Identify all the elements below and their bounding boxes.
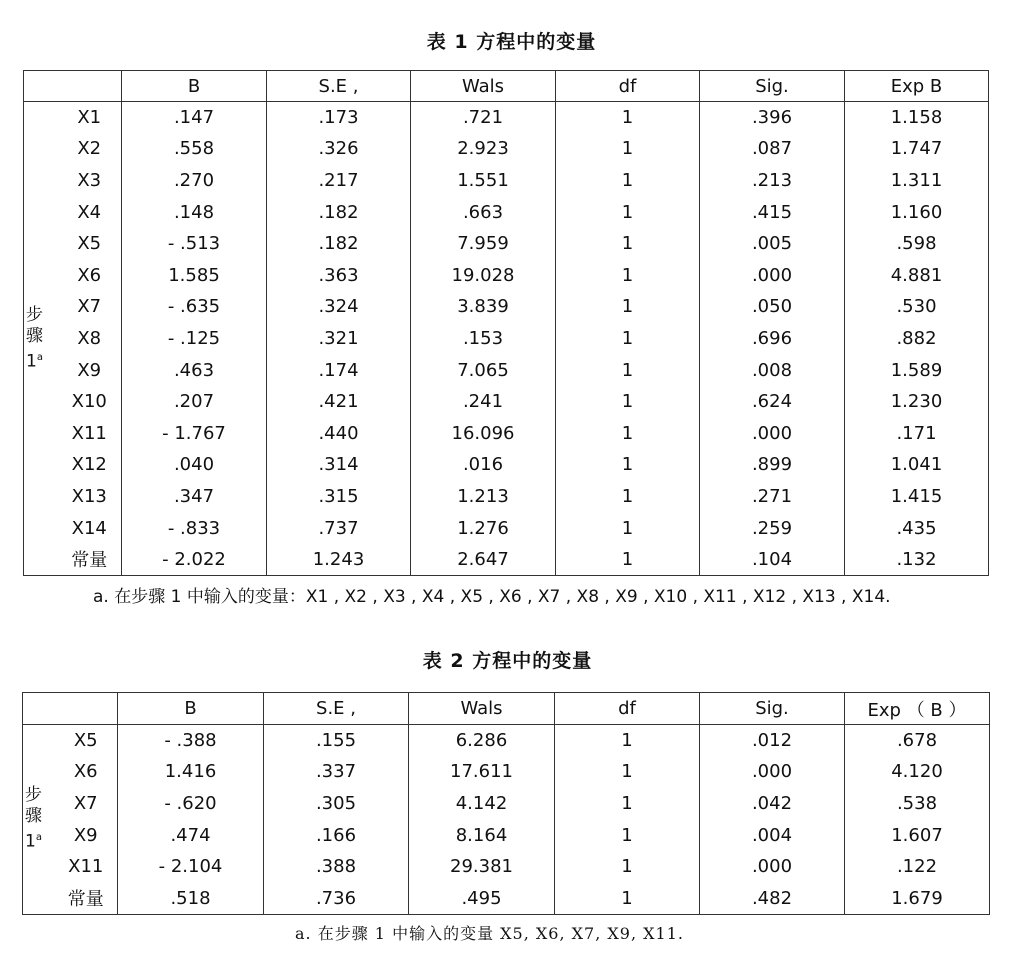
cell-sig: .000 [700, 417, 845, 449]
cell-se: .321 [267, 323, 411, 355]
header-variable [55, 693, 118, 725]
cell-b: - .388 [118, 725, 264, 757]
cell-df: 1 [555, 725, 700, 757]
cell-df: 1 [556, 323, 700, 355]
cell-expb: .122 [845, 851, 990, 883]
table-row [24, 165, 989, 197]
variable-name: X4 [77, 201, 102, 223]
variable-name: X12 [71, 454, 107, 476]
step-label-char: 步 [25, 785, 42, 806]
cell-df: 1 [555, 819, 700, 851]
cell-se: .166 [264, 819, 409, 851]
variable-name: X13 [71, 485, 107, 507]
cell-expb: .435 [845, 512, 989, 544]
table2 [22, 692, 990, 915]
variable-name: X6 [73, 761, 98, 783]
cell-wals: 1.276 [411, 512, 556, 544]
cell-wals: 1.213 [411, 481, 556, 513]
cell-se: .182 [267, 228, 411, 260]
table-row [23, 882, 990, 914]
cell-se: 1.243 [267, 544, 411, 576]
header-wals: Wals [411, 71, 556, 102]
cell-df: 1 [555, 851, 700, 883]
cell-expb: 1.158 [845, 102, 989, 134]
cell-expb: 1.607 [845, 819, 990, 851]
cell-expb: 4.120 [845, 756, 990, 788]
cell-df: 1 [556, 291, 700, 323]
cell-b: .207 [122, 386, 267, 418]
cell-sig: .271 [700, 481, 845, 513]
header-sig: Sig. [700, 71, 845, 102]
cell-se: .305 [264, 788, 409, 820]
header-corner [23, 693, 55, 725]
cell-wals: .153 [411, 323, 556, 355]
variable-name: 常量 [67, 889, 104, 911]
header-expb: Exp （ B ） [845, 693, 990, 725]
variable-name: X7 [77, 296, 102, 318]
table-row [23, 819, 990, 851]
cell-expb: .538 [845, 788, 990, 820]
table-row [24, 512, 989, 544]
step-label-char: 骤 [26, 325, 43, 346]
cell-b: 1.585 [122, 259, 267, 291]
table1-footnote: a. 在步骤 1 中输入的变量：X1 , X2 , X3 , X4 , X5 , X6 , X7 , X8 , X9 , X10 , X11 , X12 , X13 , X14. [93, 587, 891, 607]
cell-b: - 2.104 [118, 851, 264, 883]
cell-expb: 1.679 [845, 882, 990, 914]
variable-name: X1 [77, 107, 102, 129]
cell-b: .147 [122, 102, 267, 134]
table-row [24, 291, 989, 323]
variable-name: X11 [71, 422, 107, 444]
cell-df: 1 [556, 228, 700, 260]
cell-b: .148 [122, 196, 267, 228]
table2-body [23, 725, 990, 915]
cell-wals: .721 [411, 102, 556, 134]
variable-name: X5 [73, 730, 98, 752]
variable-name: X7 [73, 792, 98, 814]
cell-wals: 29.381 [409, 851, 555, 883]
cell-se: .217 [267, 165, 411, 197]
variable-name: X5 [77, 233, 102, 255]
cell-se: .737 [267, 512, 411, 544]
cell-expb: 1.589 [845, 354, 989, 386]
cell-se: .174 [267, 354, 411, 386]
cell-wals: 16.096 [411, 417, 556, 449]
cell-b: .463 [122, 354, 267, 386]
cell-expb: .678 [845, 725, 990, 757]
cell-sig: .000 [700, 851, 845, 883]
cell-sig: .415 [700, 196, 845, 228]
cell-wals: 1.551 [411, 165, 556, 197]
cell-sig: .104 [700, 544, 845, 576]
cell-b: .347 [122, 481, 267, 513]
variable-name: X3 [77, 169, 102, 191]
cell-sig: .000 [700, 259, 845, 291]
cell-b: .270 [122, 165, 267, 197]
table-row [24, 228, 989, 260]
cell-se: .440 [267, 417, 411, 449]
cell-sig: .624 [700, 386, 845, 418]
cell-df: 1 [556, 133, 700, 165]
variable-name: X9 [77, 359, 102, 381]
step-footnote-marker: a [36, 351, 43, 363]
cell-sig: .482 [700, 882, 845, 914]
cell-expb: 1.311 [845, 165, 989, 197]
cell-b: - .833 [122, 512, 267, 544]
table-row [24, 544, 989, 576]
cell-se: .337 [264, 756, 409, 788]
cell-sig: .005 [700, 228, 845, 260]
table2-title: 表 2 方程中的变量 [422, 650, 593, 672]
table-row [24, 102, 989, 134]
cell-expb: 1.160 [845, 196, 989, 228]
cell-df: 1 [556, 449, 700, 481]
table1-header-row [24, 71, 989, 102]
cell-b: .518 [118, 882, 264, 914]
cell-b: - .125 [122, 323, 267, 355]
header-df: df [556, 71, 700, 102]
table-row [24, 449, 989, 481]
step-label-char: 1 [26, 351, 37, 372]
step-label-char: 步 [26, 304, 43, 325]
cell-sig: .087 [700, 133, 845, 165]
header-variable [58, 71, 122, 102]
header-sig: Sig. [700, 693, 845, 725]
table-row [24, 386, 989, 418]
step-label-char: 骤 [25, 806, 42, 827]
cell-wals: 2.647 [411, 544, 556, 576]
cell-b: .474 [118, 819, 264, 851]
header-df: df [555, 693, 700, 725]
cell-expb: 1.041 [845, 449, 989, 481]
cell-se: .421 [267, 386, 411, 418]
cell-expb: 4.881 [845, 259, 989, 291]
cell-wals: .495 [409, 882, 555, 914]
step-footnote-marker: a [35, 832, 42, 844]
cell-se: .326 [267, 133, 411, 165]
table1-body [24, 102, 989, 576]
table1-title: 表 1 方程中的变量 [426, 31, 597, 53]
cell-expb: 1.230 [845, 386, 989, 418]
cell-df: 1 [556, 102, 700, 134]
cell-wals: 19.028 [411, 259, 556, 291]
cell-expb: .598 [845, 228, 989, 260]
cell-sig: .012 [700, 725, 845, 757]
header-corner [24, 71, 58, 102]
step-label [24, 102, 58, 576]
table2-header-row [23, 693, 990, 725]
cell-b: - .635 [122, 291, 267, 323]
cell-df: 1 [556, 481, 700, 513]
cell-se: .182 [267, 196, 411, 228]
cell-sig: .050 [700, 291, 845, 323]
cell-b: 1.416 [118, 756, 264, 788]
table2-footnote: a. 在步骤 1 中输入的变量 X5, X6, X7, X9, X11. [295, 924, 684, 943]
cell-b: - 2.022 [122, 544, 267, 576]
cell-sig: .000 [700, 756, 845, 788]
cell-wals: 4.142 [409, 788, 555, 820]
cell-wals: .016 [411, 449, 556, 481]
cell-se: .173 [267, 102, 411, 134]
table-row [24, 259, 989, 291]
table-row [24, 354, 989, 386]
cell-se: .363 [267, 259, 411, 291]
cell-wals: 8.164 [409, 819, 555, 851]
cell-se: .324 [267, 291, 411, 323]
cell-b: - .513 [122, 228, 267, 260]
cell-wals: .663 [411, 196, 556, 228]
cell-sig: .213 [700, 165, 845, 197]
table-row [23, 788, 990, 820]
cell-se: .736 [264, 882, 409, 914]
cell-sig: .042 [700, 788, 845, 820]
variable-name: X9 [73, 824, 98, 846]
cell-wals: 17.611 [409, 756, 555, 788]
step-label [23, 725, 55, 915]
cell-df: 1 [556, 512, 700, 544]
table-row [24, 133, 989, 165]
cell-se: .388 [264, 851, 409, 883]
cell-b: .040 [122, 449, 267, 481]
step-label-char: 1 [25, 832, 36, 853]
cell-df: 1 [556, 165, 700, 197]
table-row [24, 481, 989, 513]
cell-b: - 1.767 [122, 417, 267, 449]
cell-se: .315 [267, 481, 411, 513]
variable-name: X14 [71, 517, 107, 539]
cell-wals: .241 [411, 386, 556, 418]
table-row [23, 756, 990, 788]
table-row [24, 417, 989, 449]
variable-name: X10 [71, 391, 107, 413]
table-row [23, 851, 990, 883]
cell-wals: 7.959 [411, 228, 556, 260]
variable-name: X8 [77, 327, 102, 349]
header-expb: Exp B [845, 71, 989, 102]
variable-name: X2 [77, 138, 102, 160]
cell-wals: 7.065 [411, 354, 556, 386]
header-se: S.E , [267, 71, 411, 102]
header-wals: Wals [409, 693, 555, 725]
cell-df: 1 [555, 788, 700, 820]
table-row [24, 323, 989, 355]
header-b: B [118, 693, 264, 725]
cell-df: 1 [556, 196, 700, 228]
cell-expb: 1.747 [845, 133, 989, 165]
cell-df: 1 [556, 354, 700, 386]
cell-b: .558 [122, 133, 267, 165]
cell-wals: 6.286 [409, 725, 555, 757]
cell-wals: 2.923 [411, 133, 556, 165]
cell-b: - .620 [118, 788, 264, 820]
cell-sig: .396 [700, 102, 845, 134]
cell-expb: .132 [845, 544, 989, 576]
cell-sig: .004 [700, 819, 845, 851]
cell-df: 1 [555, 882, 700, 914]
cell-df: 1 [555, 756, 700, 788]
table1 [23, 70, 989, 576]
cell-df: 1 [556, 386, 700, 418]
cell-df: 1 [556, 259, 700, 291]
cell-df: 1 [556, 417, 700, 449]
variable-name: X11 [68, 856, 104, 878]
cell-wals: 3.839 [411, 291, 556, 323]
cell-expb: 1.415 [845, 481, 989, 513]
cell-sig: .899 [700, 449, 845, 481]
cell-df: 1 [556, 544, 700, 576]
header-b: B [122, 71, 267, 102]
cell-sig: .259 [700, 512, 845, 544]
variable-name: X6 [77, 264, 102, 286]
cell-expb: .171 [845, 417, 989, 449]
cell-se: .314 [267, 449, 411, 481]
cell-sig: .696 [700, 323, 845, 355]
table-row [23, 725, 990, 757]
cell-expb: .530 [845, 291, 989, 323]
variable-name: 常量 [71, 550, 108, 572]
cell-expb: .882 [845, 323, 989, 355]
cell-se: .155 [264, 725, 409, 757]
table-row [24, 196, 989, 228]
cell-sig: .008 [700, 354, 845, 386]
header-se: S.E , [264, 693, 409, 725]
